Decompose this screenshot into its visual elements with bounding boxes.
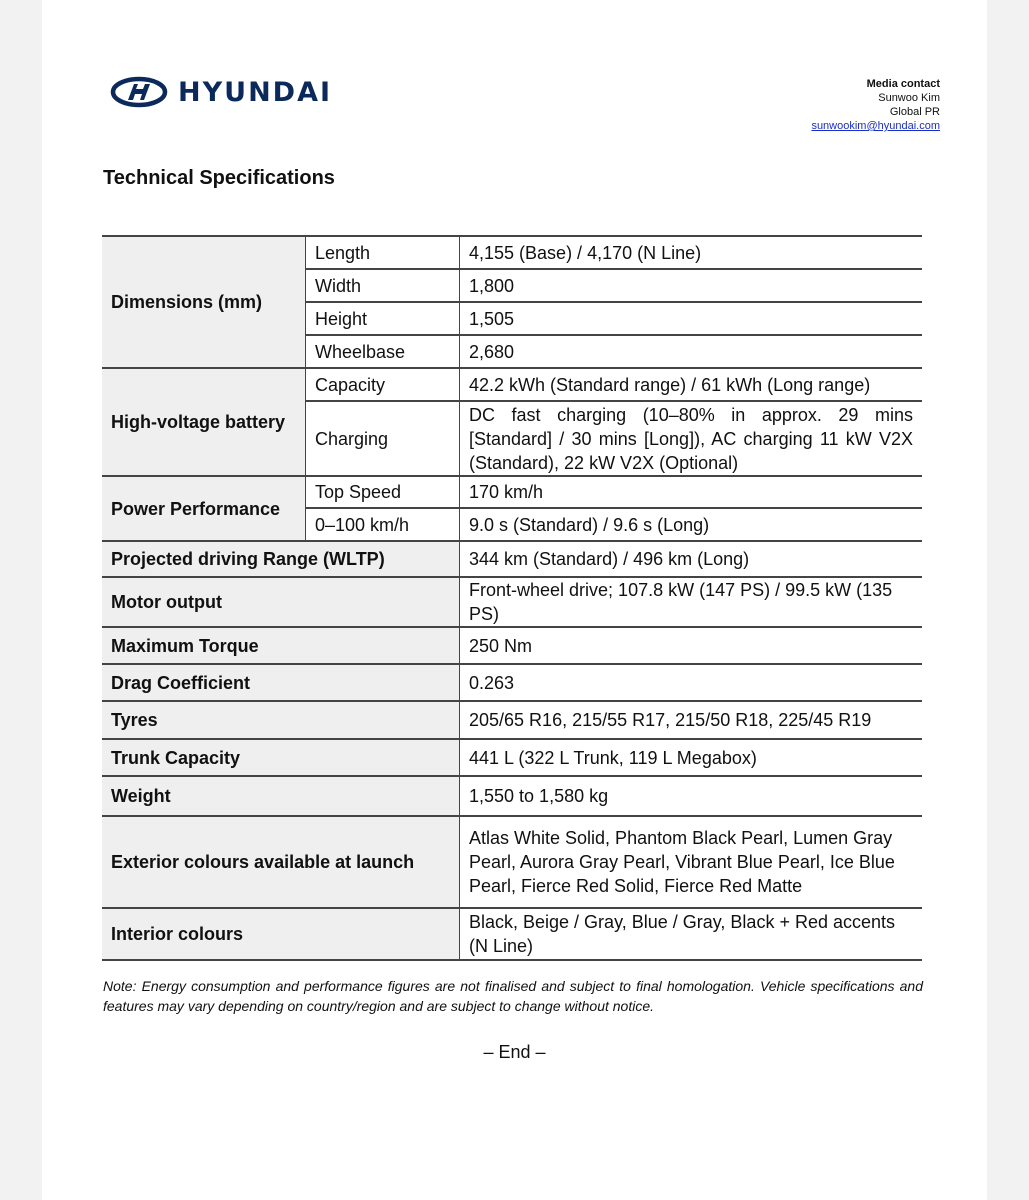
value-cell: 250 Nm [460,627,923,664]
category-cell: Motor output [102,577,460,627]
end-marker: – End – [483,1042,546,1062]
value-cell: 0.263 [460,664,923,701]
value-cell: 1,800 [460,269,923,302]
sub-label-cell: Wheelbase [306,335,460,368]
table-row [102,368,922,401]
category-cell: Drag Coefficient [102,664,460,701]
hyundai-logo [110,74,332,110]
value-cell: Front-wheel drive; 107.8 kW (147 PS) / 99.5 kW (135 PS) [460,577,923,627]
hyundai-logo-icon [110,76,168,108]
category-cell: High-voltage battery [102,368,306,476]
value-cell: 4,155 (Base) / 4,170 (N Line) [460,236,923,269]
sub-label-cell: Width [306,269,460,302]
table-row [102,627,922,664]
contact-email-link[interactable]: sunwookim@hyundai.com [811,120,940,132]
value-cell: Atlas White Solid, Phantom Black Pearl, Lumen Gray Pearl, Aurora Gray Pearl, Vibrant Blue Pearl, Ice Blue Pearl, Fierce Red Solid, Fierce Red Matte [460,816,923,908]
category-cell: Dimensions (mm) [102,236,306,368]
sub-label-cell: Charging [306,401,460,476]
media-contact [811,77,940,133]
category-cell: Projected driving Range (WLTP) [102,541,460,577]
sub-label-cell: 0–100 km/h [306,508,460,541]
value-cell: 2,680 [460,335,923,368]
category-cell: Maximum Torque [102,627,460,664]
document-page [42,0,987,1200]
contact-dept: Global PR [889,106,940,118]
value-cell: 205/65 R16, 215/55 R17, 215/50 R18, 225/45 R19 [460,701,923,739]
contact-name: Sunwoo Kim [878,92,940,104]
table-row [102,476,922,508]
table-row [102,776,922,816]
category-cell: Trunk Capacity [102,739,460,776]
category-cell: Exterior colours available at launch [102,816,460,908]
table-row [102,577,922,627]
spec-table [102,235,922,961]
sub-label-cell: Top Speed [306,476,460,508]
brand-wordmark: HYUNDAI [178,76,333,108]
table-row [102,908,922,960]
table-row [102,739,922,776]
value-cell: DC fast charging (10–80% in approx. 29 mins [Standard] / 30 mins [Long]), AC charging 11 kW V2X (Standard), 22 kW V2X (Optional) [460,401,923,476]
value-cell: Black, Beige / Gray, Blue / Gray, Black + Red accents (N Line) [460,908,923,960]
table-row [102,541,922,577]
category-cell: Power Performance [102,476,306,541]
value-cell: 1,550 to 1,580 kg [460,776,923,816]
sub-label-cell: Length [306,236,460,269]
media-contact-title: Media contact [866,78,940,90]
value-cell: 1,505 [460,302,923,335]
value-cell: 9.0 s (Standard) / 9.6 s (Long) [460,508,923,541]
category-cell: Interior colours [102,908,460,960]
table-row [102,816,922,908]
value-cell: 344 km (Standard) / 496 km (Long) [460,541,923,577]
table-row [102,701,922,739]
category-cell: Tyres [102,701,460,739]
disclaimer-note: Note: Energy consumption and performance figures are not finalised and subject to final homologation. Vehicle specifications and features may vary depending on country/region and are subject to change without notice. [103,978,923,1014]
table-row [102,664,922,701]
value-cell: 170 km/h [460,476,923,508]
value-cell: 42.2 kWh (Standard range) / 61 kWh (Long range) [460,368,923,401]
page-title: Technical Specifications [103,167,335,189]
value-cell: 441 L (322 L Trunk, 119 L Megabox) [460,739,923,776]
sub-label-cell: Height [306,302,460,335]
sub-label-cell: Capacity [306,368,460,401]
category-cell: Weight [102,776,460,816]
table-row [102,236,922,269]
